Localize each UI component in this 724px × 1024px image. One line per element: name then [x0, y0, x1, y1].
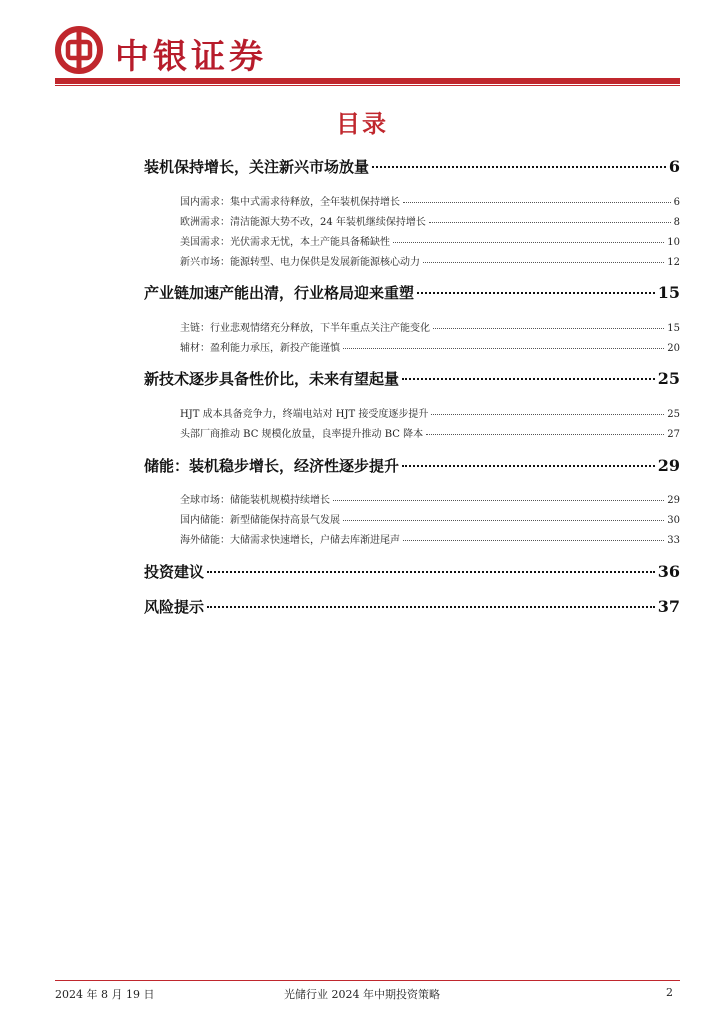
- toc-section[interactable]: [144, 156, 680, 177]
- leader-dots: [393, 241, 664, 243]
- toc-section[interactable]: [144, 596, 680, 617]
- toc-item-page: 27: [667, 429, 680, 440]
- page-number: 2: [666, 986, 673, 999]
- toc-section-page: 37: [657, 597, 680, 616]
- toc-section-page: 25: [657, 369, 680, 388]
- toc-section-title: 风险提示: [144, 598, 205, 616]
- toc-item-page: 33: [667, 535, 680, 546]
- toc-subsection[interactable]: [180, 233, 680, 248]
- leader-dots: [426, 433, 664, 435]
- leader-dots: [402, 464, 655, 467]
- toc-item-title: 主链：行业悲观情绪充分释放，下半年重点关注产能变化: [180, 323, 430, 334]
- leader-dots: [431, 413, 664, 415]
- footer-rule: [55, 980, 680, 981]
- toc-item-page: 10: [667, 237, 680, 248]
- leader-dots: [423, 261, 664, 263]
- toc-title: 目录: [336, 110, 388, 138]
- toc-subsection[interactable]: [180, 253, 680, 268]
- toc-section-page: 15: [657, 283, 680, 302]
- toc-item-page: 25: [667, 409, 680, 420]
- toc-item-title: 头部厂商推动 BC 规模化放量，良率提升推动 BC 降本: [180, 429, 424, 440]
- bank-of-china-logo-icon: [55, 26, 103, 74]
- toc-subsection[interactable]: [180, 193, 680, 208]
- toc-item-title: 海外储能：大储需求快速增长，户储去库渐进尾声: [180, 535, 400, 546]
- leader-dots: [403, 539, 664, 541]
- leader-dots: [417, 291, 655, 294]
- toc-item-page: 12: [667, 257, 680, 268]
- toc-item-title: 辅材：盈利能力承压，新投产能谨慎: [180, 343, 340, 354]
- leader-dots: [402, 377, 655, 380]
- leader-dots: [429, 221, 671, 223]
- leader-dots: [372, 165, 666, 168]
- toc-section[interactable]: [144, 455, 680, 476]
- leader-dots: [333, 499, 664, 501]
- leader-dots: [343, 347, 664, 349]
- toc-subsection[interactable]: [180, 213, 680, 228]
- toc-subsection[interactable]: [180, 339, 680, 354]
- toc-section[interactable]: [144, 368, 680, 389]
- toc-subsection[interactable]: [180, 405, 680, 420]
- toc-item-title: 国内储能：新型储能保持高景气发展: [180, 515, 340, 526]
- toc-section-title: 储能：装机稳步增长，经济性逐步提升: [144, 457, 400, 475]
- leader-dots: [207, 605, 655, 608]
- toc-section-page: 29: [657, 456, 680, 475]
- toc-subsection[interactable]: [180, 531, 680, 546]
- leader-dots: [207, 570, 655, 573]
- toc-item-title: 国内需求：集中式需求待释放，全年装机保持增长: [180, 197, 400, 208]
- toc-item-page: 15: [667, 323, 680, 334]
- toc-section-title: 装机保持增长，关注新兴市场放量: [144, 158, 370, 176]
- header-rule: [55, 78, 680, 84]
- toc-subsection[interactable]: [180, 511, 680, 526]
- toc-section-page: 6: [668, 157, 680, 176]
- footer-report-title: 光储行业 2024 年中期投资策略: [284, 988, 440, 1001]
- toc-item-page: 20: [667, 343, 680, 354]
- toc-item-title: 欧洲需求：清洁能源大势不改，24 年装机继续保持增长: [180, 217, 426, 228]
- toc-section-title: 新技术逐步具备性价比，未来有望起量: [144, 370, 400, 388]
- toc-section-page: 36: [657, 562, 680, 581]
- leader-dots: [403, 201, 671, 203]
- toc-item-title: 新兴市场：能源转型、电力保供是发展新能源核心动力: [180, 257, 420, 268]
- toc-subsection[interactable]: [180, 491, 680, 506]
- toc-item-title: 美国需求：光伏需求无忧，本土产能具备稀缺性: [180, 237, 390, 248]
- toc-subsection[interactable]: [180, 319, 680, 334]
- toc-section-title: 产业链加速产能出清，行业格局迎来重塑: [144, 284, 415, 302]
- toc-section[interactable]: [144, 561, 680, 582]
- leader-dots: [343, 519, 664, 521]
- toc-section-title: 投资建议: [144, 563, 205, 581]
- toc-item-title: 全球市场：储能装机规模持续增长: [180, 495, 330, 506]
- toc-item-page: 8: [673, 217, 680, 228]
- toc-section[interactable]: [144, 282, 680, 303]
- brand-name: 中银证券: [115, 37, 267, 77]
- toc-item-page: 29: [667, 495, 680, 506]
- footer-date: 2024 年 8 月 19 日: [55, 988, 155, 1001]
- toc-item-title: HJT 成本具备竞争力，终端电站对 HJT 接受度逐步提升: [180, 409, 429, 420]
- toc-item-page: 6: [673, 197, 680, 208]
- toc-subsection[interactable]: [180, 425, 680, 440]
- header-rule-thin: [55, 85, 680, 86]
- toc-item-page: 30: [667, 515, 680, 526]
- leader-dots: [433, 327, 664, 329]
